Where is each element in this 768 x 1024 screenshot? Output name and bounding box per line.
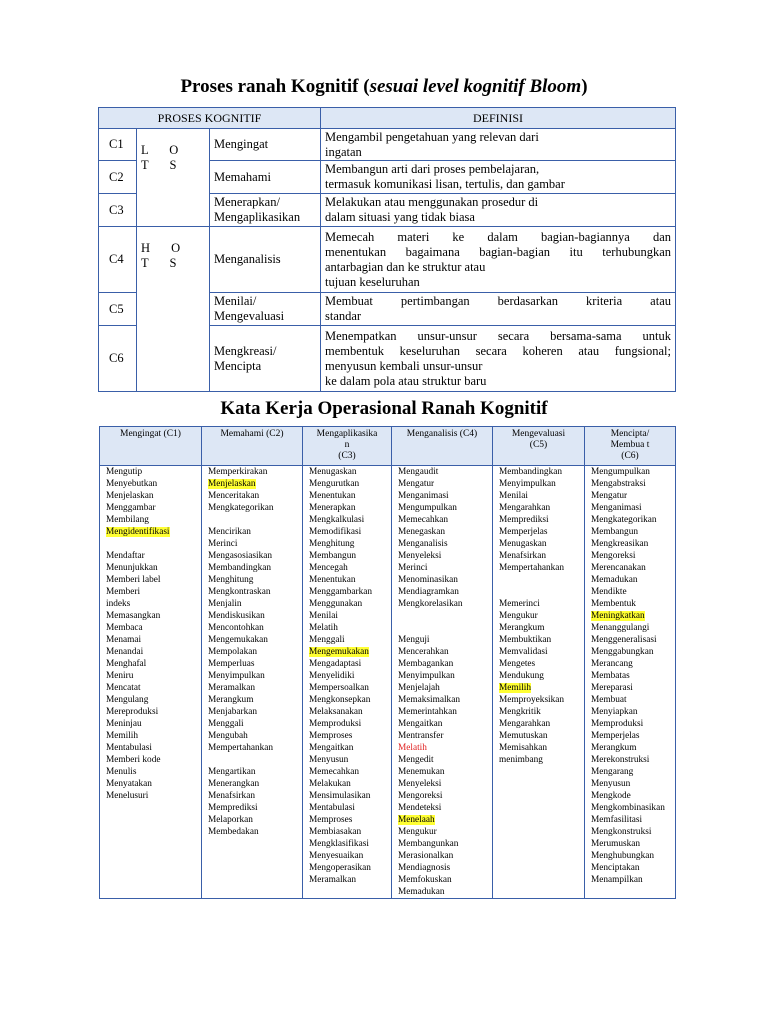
verb-item: Membangunkan: [398, 839, 459, 849]
verb-item: Mengartikan: [208, 767, 256, 777]
verb-item: Menjalin: [208, 599, 242, 609]
verb-item: Menentukan: [309, 575, 356, 585]
verbs-column-c1: [100, 466, 202, 899]
hots-label: H O T S: [137, 227, 210, 392]
verb-item: Mengarang: [591, 767, 634, 777]
verb-item: Mengkonsepkan: [309, 695, 371, 705]
verb-item: Meramalkan: [208, 683, 255, 693]
verb-item: Mengedit: [398, 755, 434, 765]
table1-header-row: [99, 108, 676, 129]
level-code: C4: [99, 227, 137, 293]
verb-item: Memerintahkan: [398, 707, 457, 717]
verb-item: Menghitung: [309, 539, 355, 549]
verb-item: Mengkalkulasi: [309, 515, 365, 525]
verb-item: Menominasikan: [398, 575, 458, 585]
verb-item: Mendaftar: [106, 551, 145, 561]
process-definition: Menempatkan unsur-unsur secara bersama-sama untuk membentuk keseluruhan secara koheren atau fungsional; menyusun kembali unsur-unsur ke dalam pola atau struktur baru: [321, 326, 676, 392]
verb-item: Mengumpulkan: [398, 503, 457, 513]
title1-prefix: Proses ranah Kognitif (: [180, 76, 370, 97]
verb-item: Menandai: [106, 647, 144, 657]
verbs-column-c5: [493, 466, 585, 899]
verb-item: Melaporkan: [208, 815, 253, 825]
verb-item: Menemukan: [398, 767, 445, 777]
title1-italic: sesuai level kognitif Bloom: [369, 76, 582, 97]
verb-item: Menyiapkan: [591, 707, 638, 717]
verb-item-highlighted: Memilih: [499, 683, 532, 693]
level-code: C2: [99, 161, 137, 194]
verb-item: Memaksimalkan: [398, 695, 460, 705]
verb-item: Menyimpulkan: [208, 671, 265, 681]
verb-item: Menceritakan: [208, 491, 260, 501]
verb-item: Menampilkan: [591, 875, 643, 885]
verb-item: Memisahkan: [499, 743, 548, 753]
verb-item: Menyesuaikan: [309, 851, 364, 861]
verb-item: Memilih: [106, 731, 139, 741]
verb-item: Menyimpulkan: [398, 671, 455, 681]
spacer: [398, 622, 492, 634]
verb-item: Menggali: [208, 719, 244, 729]
verb-item: Menugaskan: [499, 539, 547, 549]
verb-item: Mempertahankan: [499, 563, 565, 573]
verb-item: Mengaitkan: [398, 719, 443, 729]
verb-item: Memperkirakan: [208, 467, 268, 477]
page-title-cognitive-process: [0, 76, 768, 98]
verb-item: Menyelidiki: [309, 671, 355, 681]
level-code: C5: [99, 293, 137, 326]
verb-item: Mengaitkan: [309, 743, 354, 753]
verb-item: Membentuk: [591, 599, 636, 609]
verb-item: Mengoreksi: [398, 791, 443, 801]
verbs-column-c3: [303, 466, 392, 899]
verb-item: Mengatur: [591, 491, 628, 501]
verb-item: Merinci: [398, 563, 428, 573]
process-definition: Mengambil pengetahuan yang relevan dari ingatan: [321, 129, 676, 161]
process-definition: Membuat pertimbangan berdasarkan kriteria atau standar: [321, 293, 676, 326]
header-definisi: DEFINISI: [321, 108, 676, 129]
verb-item-highlighted: Mengidentifikasi: [106, 527, 170, 537]
verb-item: Merasionalkan: [398, 851, 454, 861]
verb-item: Mereparasi: [591, 683, 633, 693]
section-title-operational-verbs: Kata Kerja Operasional Ranah Kognitif: [220, 398, 548, 419]
verb-item: Mengkombinasikan: [591, 803, 665, 813]
verb-item: Membandingkan: [208, 563, 271, 573]
verb-item: Memperluas: [208, 659, 255, 669]
verb-item: Mengarahkan: [499, 719, 551, 729]
verb-item: Menggambarkan: [309, 587, 372, 597]
verb-item: Mengkreasikan: [591, 539, 649, 549]
verb-item: Memperjelas: [591, 731, 640, 741]
verb-item: Mentabulasi: [106, 743, 152, 753]
verb-item: Mengukur: [398, 827, 437, 837]
verb-item: Mengkategorikan: [208, 503, 274, 513]
verb-item: Membandingkan: [499, 467, 562, 477]
verb-item-highlighted: Menjelaskan: [208, 479, 256, 489]
verb-item: Memprediksi: [208, 803, 258, 813]
verb-item: Mendiagnosis: [398, 863, 451, 873]
spacer: [499, 586, 584, 598]
verb-item: Merekonstruksi: [591, 755, 650, 765]
verb-item: Membangun: [309, 551, 356, 561]
verb-item: Meramalkan: [309, 875, 356, 885]
verb-item: Mencatat: [106, 683, 141, 693]
verb-item: Mendiagramkan: [398, 587, 459, 597]
verb-item: Mengurutkan: [309, 479, 360, 489]
verb-item: Menunjukkan: [106, 563, 158, 573]
verb-item: Mengkode: [591, 791, 631, 801]
header-c6: Mencipta/ Membua t (C6): [585, 427, 676, 466]
verb-item: Membiasakan: [309, 827, 362, 837]
verb-item: Memecahkan: [309, 767, 360, 777]
verb-item: Menyeleksi: [398, 551, 442, 561]
verb-item: Menganimasi: [591, 503, 642, 513]
verb-item: Merencanakan: [591, 563, 646, 573]
verb-item: Memasangkan: [106, 611, 161, 621]
verb-item: Mengubah: [208, 731, 248, 741]
verb-item: Menguji: [398, 635, 430, 645]
verbs-column-c4: [392, 466, 493, 899]
verb-item: Membuktikan: [499, 635, 552, 645]
verb-item: Merangkum: [591, 743, 637, 753]
verb-item: Melatih: [309, 623, 338, 633]
verb-item: Memfasilitasi: [591, 815, 643, 825]
verb-item: Membilang: [106, 515, 149, 525]
verb-item: Menamai: [106, 635, 142, 645]
verb-item: Mengkategorikan: [591, 515, 657, 525]
header-c2: Memahami (C2): [202, 427, 303, 466]
verb-item: Mereproduksi: [106, 707, 159, 717]
spacer: [106, 538, 201, 550]
process-definition: Membangun arti dari proses pembelajaran, termasuk komunikasi lisan, tertulis, dan gambar: [321, 161, 676, 194]
verb-item: Menjelaskan: [106, 491, 154, 501]
verb-item-highlighted: Mengemukakan: [309, 647, 369, 657]
verb-item: Menggali: [309, 635, 345, 645]
verb-item: Memproses: [309, 815, 353, 825]
header-c5: Mengevaluasi (C5): [493, 427, 585, 466]
verb-item: Memperjelas: [499, 527, 548, 537]
verb-item: Mengkorelasikan: [398, 599, 463, 609]
verb-item: Mendiskusikan: [208, 611, 265, 621]
verb-item: Merangkum: [208, 695, 254, 705]
verb-item: Mencirikan: [208, 527, 251, 537]
verb-item: Menilai: [309, 611, 338, 621]
verb-item: Menerapkan: [309, 503, 356, 513]
verb-item: Memfokuskan: [398, 875, 452, 885]
verb-item: Merangkum: [499, 623, 545, 633]
verb-item: Menggunakan: [309, 599, 363, 609]
verb-item: Menyatakan: [106, 779, 152, 789]
verb-item: Meniru: [106, 671, 134, 681]
verb-item: Memvalidasi: [499, 647, 548, 657]
verb-item: Mengkontraskan: [208, 587, 271, 597]
spacer: [398, 610, 492, 622]
verb-item: Merumuskan: [591, 839, 641, 849]
verb-item: Menafsirkan: [499, 551, 546, 561]
verb-item: Menegaskan: [398, 527, 445, 537]
header-c3: Mengaplikasika n (C3): [303, 427, 392, 466]
process-definition: Memecah materi ke dalam bagian-bagiannya dan menentukan bagaimana bagian-bagian itu terhubungkan antarbagian dan ke struktur atau tujuan keseluruhan: [321, 227, 676, 293]
verb-item: Mempersoalkan: [309, 683, 369, 693]
verb-item: Membedakan: [208, 827, 259, 837]
verb-item: Menentukan: [309, 491, 356, 501]
verb-item: Menyimpulkan: [499, 479, 556, 489]
verb-item: Mengemukakan: [208, 635, 268, 645]
level-code: C1: [99, 129, 137, 161]
process-definition: Melakukan atau menggunakan prosedur di dalam situasi yang tidak biasa: [321, 194, 676, 227]
verb-item: Membagankan: [398, 659, 454, 669]
verb-item: Memproduksi: [309, 719, 362, 729]
verb-item: Memutuskan: [499, 731, 548, 741]
verb-item: Menyeleksi: [398, 779, 442, 789]
verb-item: Mengasosiasikan: [208, 551, 273, 561]
verb-item: Mengabstraksi: [591, 479, 646, 489]
process-row-c4: [99, 227, 676, 293]
verb-item: Membaca: [106, 623, 143, 633]
spacer: [208, 754, 302, 766]
verb-item: Menciptakan: [591, 863, 640, 873]
verb-item: Mendukung: [499, 671, 544, 681]
verb-item: Mengoreksi: [591, 551, 636, 561]
verb-item: Menghitung: [208, 575, 254, 585]
verb-item: Menghafal: [106, 659, 147, 669]
spacer: [499, 574, 584, 586]
verb-item: Meninjau: [106, 719, 142, 729]
process-name: Menganalisis: [210, 227, 321, 293]
verb-item: Mendikte: [591, 587, 627, 597]
process-name: Memahami: [210, 161, 321, 194]
verb-item: Memerinci: [499, 599, 540, 609]
verb-item: Mempertahankan: [208, 743, 274, 753]
verb-item: Mengkonstruksi: [591, 827, 652, 837]
verb-item: Mengatur: [398, 479, 435, 489]
verb-item: Menilai: [499, 491, 528, 501]
verb-item-highlighted: Menelaah: [398, 815, 435, 825]
verb-item: Menghubungkan: [591, 851, 655, 861]
verb-item: menimbang: [499, 755, 543, 765]
verb-item: Mensimulasikan: [309, 791, 371, 801]
verb-item: Mendeteksi: [398, 803, 442, 813]
verb-item: Mencontohkan: [208, 623, 264, 633]
header-proses-kognitif: PROSES KOGNITIF: [99, 108, 321, 129]
verb-item: Memberi kode: [106, 755, 161, 765]
verbs-column-c6: [585, 466, 676, 899]
verb-item: Menjelajah: [398, 683, 440, 693]
verb-item: Memproyeksikan: [499, 695, 565, 705]
verb-item: Menggambar: [106, 503, 156, 513]
verb-item-red: Melatih: [398, 743, 427, 753]
verb-item: Mentransfer: [398, 731, 444, 741]
verb-item: Mengkritik: [499, 707, 541, 717]
verb-item: Membatas: [591, 671, 630, 681]
verb-item: Menganimasi: [398, 491, 449, 501]
verb-item: Menanggulangi: [591, 623, 650, 633]
lots-label: L O T S: [137, 129, 210, 227]
verb-item: Menafsirkan: [208, 791, 255, 801]
verb-item: Mengulang: [106, 695, 149, 705]
verb-item: Memproses: [309, 731, 353, 741]
verb-item: Menelusuri: [106, 791, 149, 801]
verb-item: Melakukan: [309, 779, 351, 789]
verb-item: Memproduksi: [591, 719, 644, 729]
process-name: Menerapkan/ Mengaplikasikan: [210, 194, 321, 227]
verb-item: Menyusun: [309, 755, 349, 765]
process-name: Mengkreasi/ Mencipta: [210, 326, 321, 392]
verb-item: Merancang: [591, 659, 633, 669]
verb-item: Memodifikasi: [309, 527, 362, 537]
verb-item: Membangun: [591, 527, 638, 537]
verb-item: Menyebutkan: [106, 479, 158, 489]
verb-item: Mengutip: [106, 467, 143, 477]
verb-item: Mengumpulkan: [591, 467, 650, 477]
verb-item: Menggabungkan: [591, 647, 654, 657]
verb-item: Mengetes: [499, 659, 536, 669]
verb-item: Mengaudit: [398, 467, 439, 477]
verb-item: Melaksanakan: [309, 707, 363, 717]
operational-verbs-table: [99, 426, 676, 899]
verb-item: Memberi label: [106, 575, 161, 585]
verb-item: Mencerahkan: [398, 647, 449, 657]
verb-item: Mempolakan: [208, 647, 258, 657]
process-name: Menilai/ Mengevaluasi: [210, 293, 321, 326]
verb-item: Mengarahkan: [499, 503, 551, 513]
process-row-c1: [99, 129, 676, 161]
verb-item: Membuat: [591, 695, 627, 705]
spacer: [208, 514, 302, 526]
verb-item: Memadukan: [591, 575, 638, 585]
verb-item: Mengukur: [499, 611, 538, 621]
verb-item: Menganalisis: [398, 539, 448, 549]
verb-item: Mengoperasikan: [309, 863, 371, 873]
verb-item: Merinci: [208, 539, 238, 549]
header-c4: Menganalisis (C4): [392, 427, 493, 466]
verb-item: Menggeneralisasi: [591, 635, 657, 645]
verb-item: Menulis: [106, 767, 137, 777]
title1-suffix: ): [581, 76, 588, 97]
verb-item: Menjabarkan: [208, 707, 258, 717]
verb-item: Mencegah: [309, 563, 348, 573]
verb-item: Memecahkan: [398, 515, 449, 525]
verb-item: Menerangkan: [208, 779, 260, 789]
verb-item: Mengadaptasi: [309, 659, 362, 669]
verb-item: Menugaskan: [309, 467, 357, 477]
verb-item: Menyusun: [591, 779, 631, 789]
verb-item: Mengklasifikasi: [309, 839, 369, 849]
verb-item: indeks: [106, 599, 131, 609]
verb-item: Memprediksi: [499, 515, 549, 525]
table2-header-row: [100, 427, 676, 466]
cognitive-process-table: [98, 107, 676, 392]
level-code: C6: [99, 326, 137, 392]
process-name: Mengingat: [210, 129, 321, 161]
verb-item: Mentabulasi: [309, 803, 355, 813]
verb-item: Memberi: [106, 587, 141, 597]
verbs-column-c2: [202, 466, 303, 899]
verb-item: Memadukan: [398, 887, 445, 897]
table2-verbs-row: [100, 466, 676, 899]
verb-item-highlighted: Meningkatkan: [591, 611, 645, 621]
level-code: C3: [99, 194, 137, 227]
header-c1: Mengingat (C1): [100, 427, 202, 466]
